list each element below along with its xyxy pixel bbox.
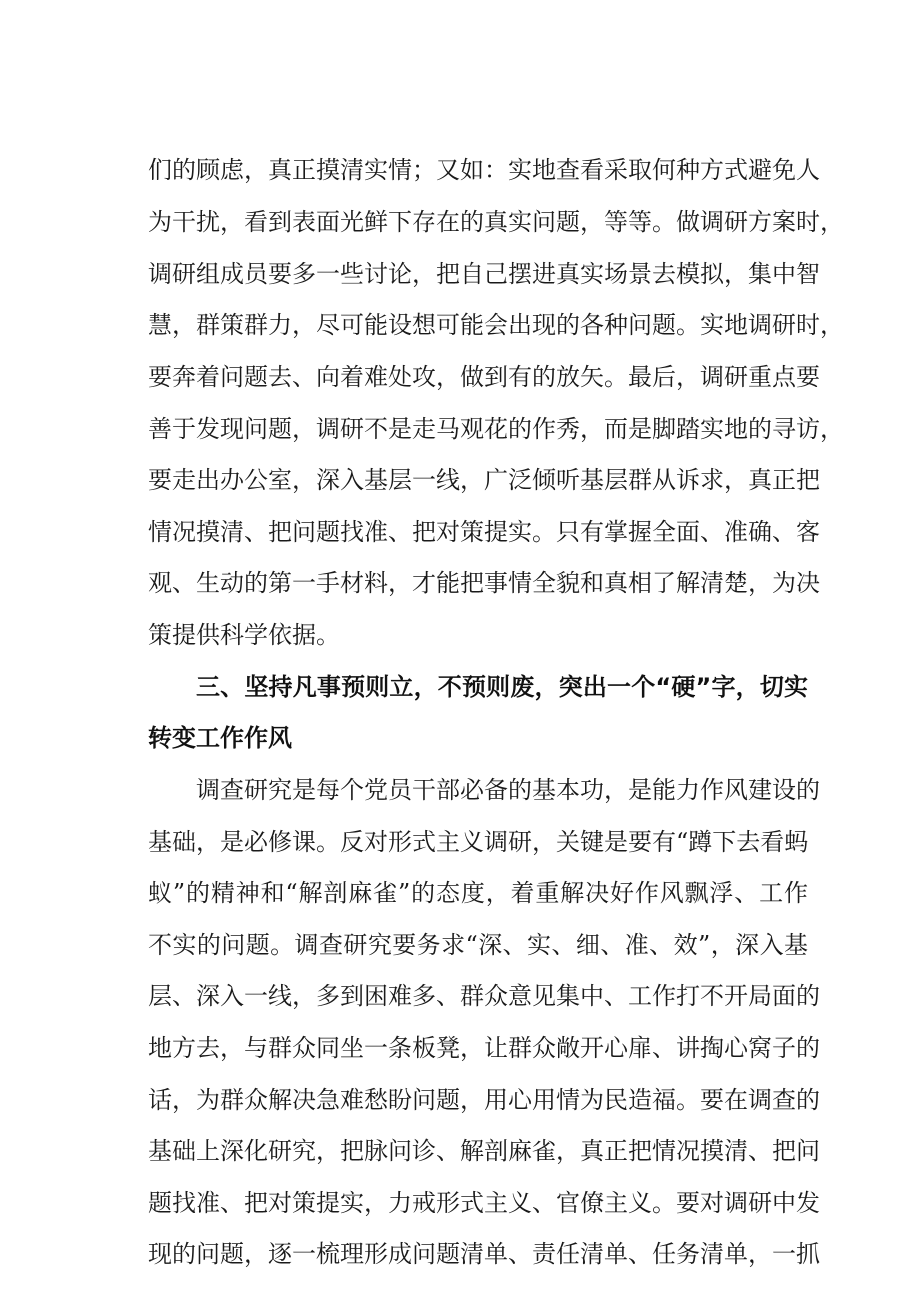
section-heading: 转变工作作风 (148, 724, 292, 752)
body-line: 策提供科学依据。 (148, 621, 340, 649)
body-line: 现的问题，逐一梳理形成问题清单、责任清单、任务清单，一抓 (148, 1240, 820, 1268)
body-line: 慧，群策群力，尽可能设想可能会出现的各种问题。实地调研时， (148, 311, 844, 339)
body-line: 蚁”的精神和“解剖麻雀”的态度，着重解决好作风飘浮、工作 (148, 879, 808, 907)
body-line: 调研组成员要多一些讨论，把自己摆进真实场景去模拟，集中智 (148, 260, 820, 288)
body-line: 地方去，与群众同坐一条板凳，让群众敞开心扉、讲掏心窝子的 (148, 1034, 820, 1062)
body-line: 基础上深化研究，把脉问诊、解剖麻雀，真正把情况摸清、把问 (148, 1137, 820, 1165)
body-line: 观、生动的第一手材料，才能把事情全貌和真相了解清楚，为决 (148, 569, 820, 597)
body-line: 层、深入一线，多到困难多、群众意见集中、工作打不开局面的 (148, 982, 820, 1010)
body-line: 不实的问题。调查研究要务求“深、实、细、准、效”，深入基 (148, 931, 808, 959)
body-line: 调查研究是每个党员干部必备的基本功，是能力作风建设的 (196, 776, 820, 804)
body-line: 情况摸清、把问题找准、把对策提实。只有掌握全面、准确、客 (148, 518, 820, 546)
body-line: 为干扰，看到表面光鲜下存在的真实问题，等等。做调研方案时， (148, 208, 844, 236)
body-line: 话，为群众解决急难愁盼问题，用心用情为民造福。要在调查的 (148, 1086, 820, 1114)
body-line: 要走出办公室，深入基层一线，广泛倾听基层群从诉求，真正把 (148, 466, 820, 494)
body-line: 题找准、把对策提实，力戒形式主义、官僚主义。要对调研中发 (148, 1189, 820, 1217)
body-line: 基础，是必修课。反对形式主义调研，关键是要有“蹲下去看蚂 (148, 828, 809, 856)
section-heading: 三、坚持凡事预则立，不预则废，突出一个“硬”字，切实 (196, 673, 808, 701)
body-line: 们的顾虑，真正摸清实情；又如：实地查看采取何种方式避免人 (148, 156, 820, 184)
body-line: 要奔着问题去、向着难处攻，做到有的放矢。最后，调研重点要 (148, 363, 820, 391)
body-line: 善于发现问题，调研不是走马观花的作秀，而是脚踏实地的寻访， (148, 415, 844, 443)
